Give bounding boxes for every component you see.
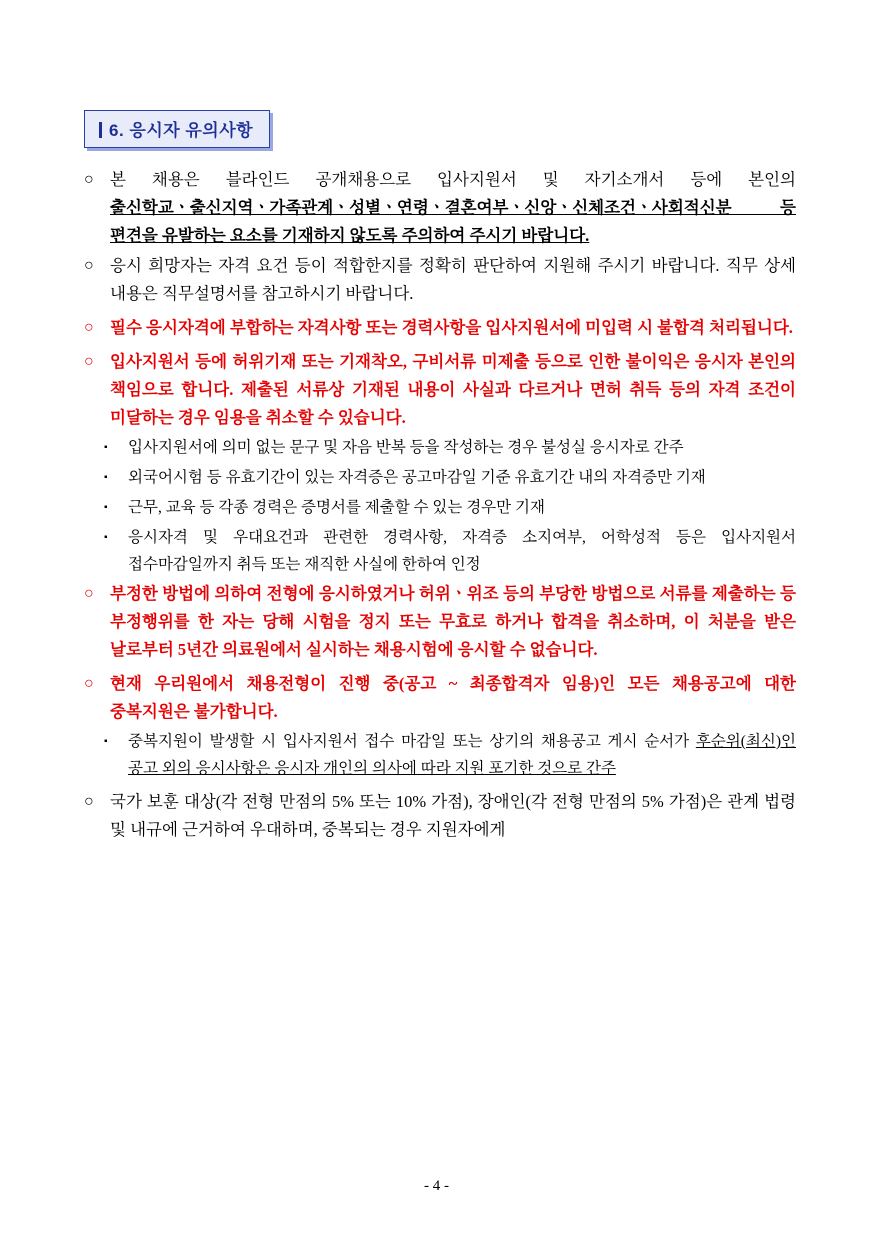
list-item (84, 494, 796, 522)
list-item (84, 728, 796, 782)
bullet-circle-icon: ○ (84, 353, 94, 370)
list-item (84, 348, 796, 432)
section-heading-label: 6. 응시자 유의사항 (109, 121, 254, 140)
list-item-text: 응시자격 및 우대요건과 관련한 경력사항, 자격증 소지여부, 어학성적 등은 입사지원서 접수마감일까지 취득 또는 재직한 사실에 한하여 인정 (128, 529, 796, 573)
list-item-text: 필수 응시자격에 부합하는 자격사항 또는 경력사항을 입사지원서에 미입력 시 불합격 처리됩니다. (110, 318, 793, 337)
bullet-square-icon: ▪ (104, 532, 108, 543)
list-item-text: 응시 희망자는 자격 요건 등이 적합한지를 정확히 판단하여 지원해 주시기 바랍니다. 직무 상세 내용은 직무설명서를 참고하시기 바랍니다. (110, 256, 796, 303)
page-footer (0, 1178, 873, 1195)
list-item-text: 입사지원서에 의미 없는 문구 및 자음 반복 등을 작성하는 경우 불성실 응시자로 간주 (128, 439, 684, 456)
list-item (84, 166, 796, 250)
bullet-circle-icon: ○ (84, 319, 94, 336)
list-item-text: 부정한 방법에 의하여 전형에 응시하였거나 허위ㆍ위조 등의 부당한 방법으로 서류를 제출하는 등 부정행위를 한 자는 당해 시험을 정지 또는 무효로 하거나 합격을 취소하며, 이 처분을 받은 날로부터 5년간 의료원에서 실시하는 채용시험에 응시할 수 없습니다. (110, 584, 796, 659)
list-item (84, 464, 796, 492)
bullet-circle-icon: ○ (84, 171, 94, 188)
list-item (84, 252, 796, 308)
list-item-text: 근무, 교육 등 각종 경력은 증명서를 제출할 수 있는 경우만 기재 (128, 499, 545, 516)
list-item-text: 입사지원서 등에 허위기재 또는 기재착오, 구비서류 미제출 등으로 인한 불이익은 응시자 본인의 책임으로 합니다. 제출된 서류상 기재된 내용이 사실과 다르거나 면허 취득 등의 자격 조건이 미달하는 경우 임용을 취소할 수 있습니다. (110, 352, 796, 427)
list-item-text: 외국어시험 등 유효기간이 있는 자격증은 공고마감일 기준 유효기간 내의 자격증만 기재 (128, 469, 706, 486)
bullet-circle-icon: ○ (84, 585, 94, 602)
section-heading (84, 110, 270, 148)
list-item (84, 524, 796, 578)
list-item (84, 580, 796, 664)
list-item-text (110, 166, 796, 250)
list-item (84, 314, 796, 342)
text-segment: 본 채용은 블라인드 공개채용으로 입사지원서 및 자기소개서 등에 본인의 (110, 170, 796, 189)
bullet-square-icon: ▪ (104, 442, 108, 453)
list-item (84, 670, 796, 726)
notice-list (84, 160, 796, 846)
list-item (84, 434, 796, 462)
bullet-square-icon: ▪ (104, 472, 108, 483)
text-segment-emphasis: 출신학교ㆍ출신지역ㆍ가족관계ㆍ성별ㆍ연령ㆍ결혼여부ㆍ신앙ㆍ신체조건ㆍ사회적신분 등 편견을 유발하는 요소를 기재하지 않도록 주의하여 주시기 바랍니다. (110, 198, 796, 245)
page-number: - 4 - (424, 1178, 449, 1194)
bullet-square-icon: ▪ (104, 736, 108, 747)
bullet-circle-icon: ○ (84, 793, 94, 810)
bullet-circle-icon: ○ (84, 257, 94, 274)
list-item-text: 현재 우리원에서 채용전형이 진행 중(공고 ~ 최종합격자 임용)인 모든 채용공고에 대한 중복지원은 불가합니다. (110, 674, 796, 721)
bullet-circle-icon: ○ (84, 675, 94, 692)
text-segment-underlined: 후순위(최신)인 공고 외의 응시사항은 응시자 개인의 의사에 따라 지원 포기한 것으로 간주 (128, 733, 796, 777)
text-segment: 중복지원이 발생할 시 입사지원서 접수 마감일 또는 상기의 채용공고 게시 순서가 (128, 733, 696, 750)
list-item (84, 788, 796, 844)
bullet-square-icon: ▪ (104, 502, 108, 513)
heading-accent-bar (99, 122, 102, 138)
section-heading-container (84, 110, 270, 148)
list-item-text: 국가 보훈 대상(각 전형 만점의 5% 또는 10% 가점), 장애인(각 전형 만점의 5% 가점)은 관계 법령 및 내규에 근거하여 우대하며, 중복되는 경우 지원자에게 (110, 792, 796, 839)
list-item-text (128, 728, 796, 782)
